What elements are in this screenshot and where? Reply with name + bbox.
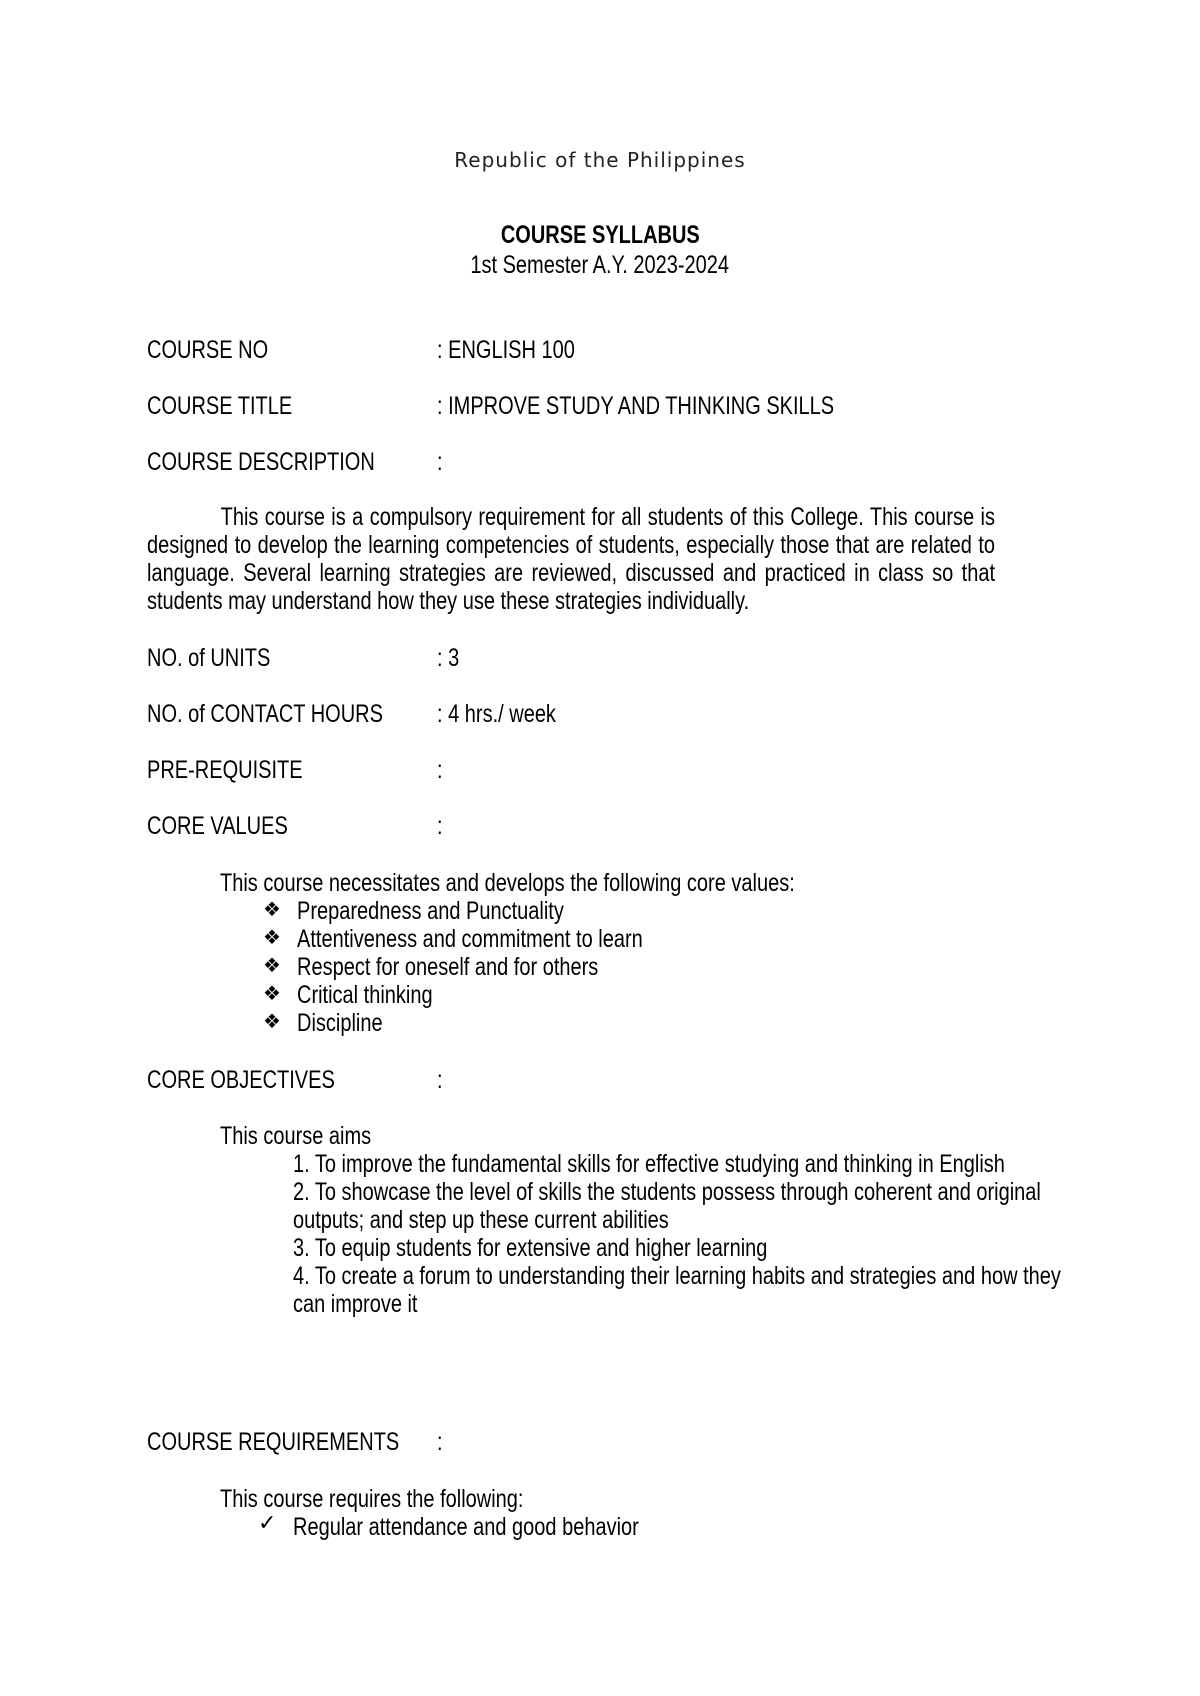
core-value-item: Discipline bbox=[297, 1009, 383, 1037]
course-title-value: : IMPROVE STUDY AND THINKING SKILLS bbox=[437, 392, 835, 420]
course-no-label: COURSE NO bbox=[147, 336, 269, 364]
course-description-label: COURSE DESCRIPTION bbox=[147, 448, 375, 476]
four-diamond-icon: ❖ bbox=[263, 981, 281, 1005]
objective-line: 2. To showcase the level of skills the students possess through coherent and original bbox=[293, 1178, 1041, 1206]
contact-hours-value: : 4 hrs./ week bbox=[437, 700, 556, 728]
syllabus-title bbox=[0, 223, 1200, 248]
contact-hours-label: NO. of CONTACT HOURS bbox=[147, 700, 383, 728]
four-diamond-icon: ❖ bbox=[263, 925, 281, 949]
core-values-colon: : bbox=[437, 812, 443, 840]
core-value-item: Preparedness and Punctuality bbox=[297, 897, 564, 925]
syllabus-title-text: COURSE SYLLABUS bbox=[500, 221, 700, 249]
objective-line: outputs; and step up these current abilities bbox=[293, 1206, 669, 1234]
four-diamond-icon: ❖ bbox=[263, 1009, 281, 1033]
objective-line: 1. To improve the fundamental skills for effective studying and thinking in English bbox=[293, 1150, 1005, 1178]
course-requirements-colon: : bbox=[437, 1428, 443, 1456]
objective-line: can improve it bbox=[293, 1290, 418, 1318]
prerequisite-value: : bbox=[437, 756, 443, 784]
course-title-label: COURSE TITLE bbox=[147, 392, 293, 420]
semester-line bbox=[0, 253, 1200, 278]
four-diamond-icon: ❖ bbox=[263, 897, 281, 921]
course-requirements-intro: This course requires the following: bbox=[220, 1485, 524, 1513]
course-description-text: This course is a compulsory requirement for all students of this College. This course is designed to develop the learning competencies of students, especially those that are related to language. Several learning strategies are reviewed, discussed and practiced in class so that students may understand how they use these strategies individually. bbox=[147, 503, 996, 615]
core-values-label: CORE VALUES bbox=[147, 812, 288, 840]
objective-line: 4. To create a forum to understanding their learning habits and strategies and how they bbox=[293, 1262, 1061, 1290]
semester-text: 1st Semester A.Y. 2023-2024 bbox=[470, 251, 730, 279]
core-objectives-colon: : bbox=[437, 1066, 443, 1094]
course-description-colon: : bbox=[437, 448, 443, 476]
prerequisite-label: PRE-REQUISITE bbox=[147, 756, 303, 784]
course-description-paragraph bbox=[147, 503, 995, 615]
core-objectives-intro: This course aims bbox=[220, 1122, 372, 1150]
core-value-item: Respect for oneself and for others bbox=[297, 953, 599, 981]
core-value-item: Attentiveness and commitment to learn bbox=[297, 925, 643, 953]
country-text: Republic of the Philippines bbox=[454, 148, 746, 172]
core-value-item: Critical thinking bbox=[297, 981, 433, 1009]
four-diamond-icon: ❖ bbox=[263, 953, 281, 977]
core-objectives-label: CORE OBJECTIVES bbox=[147, 1066, 335, 1094]
core-values-intro: This course necessitates and develops the following core values: bbox=[220, 869, 795, 897]
course-no-value: : ENGLISH 100 bbox=[437, 336, 575, 364]
units-value: : 3 bbox=[437, 644, 460, 672]
requirement-item: Regular attendance and good behavior bbox=[293, 1513, 639, 1541]
course-requirements-label: COURSE REQUIREMENTS bbox=[147, 1428, 400, 1456]
objective-line: 3. To equip students for extensive and higher learning bbox=[293, 1234, 768, 1262]
units-label: NO. of UNITS bbox=[147, 644, 271, 672]
checkmark-icon: ✓ bbox=[258, 1511, 277, 1536]
country-heading bbox=[0, 148, 1200, 172]
